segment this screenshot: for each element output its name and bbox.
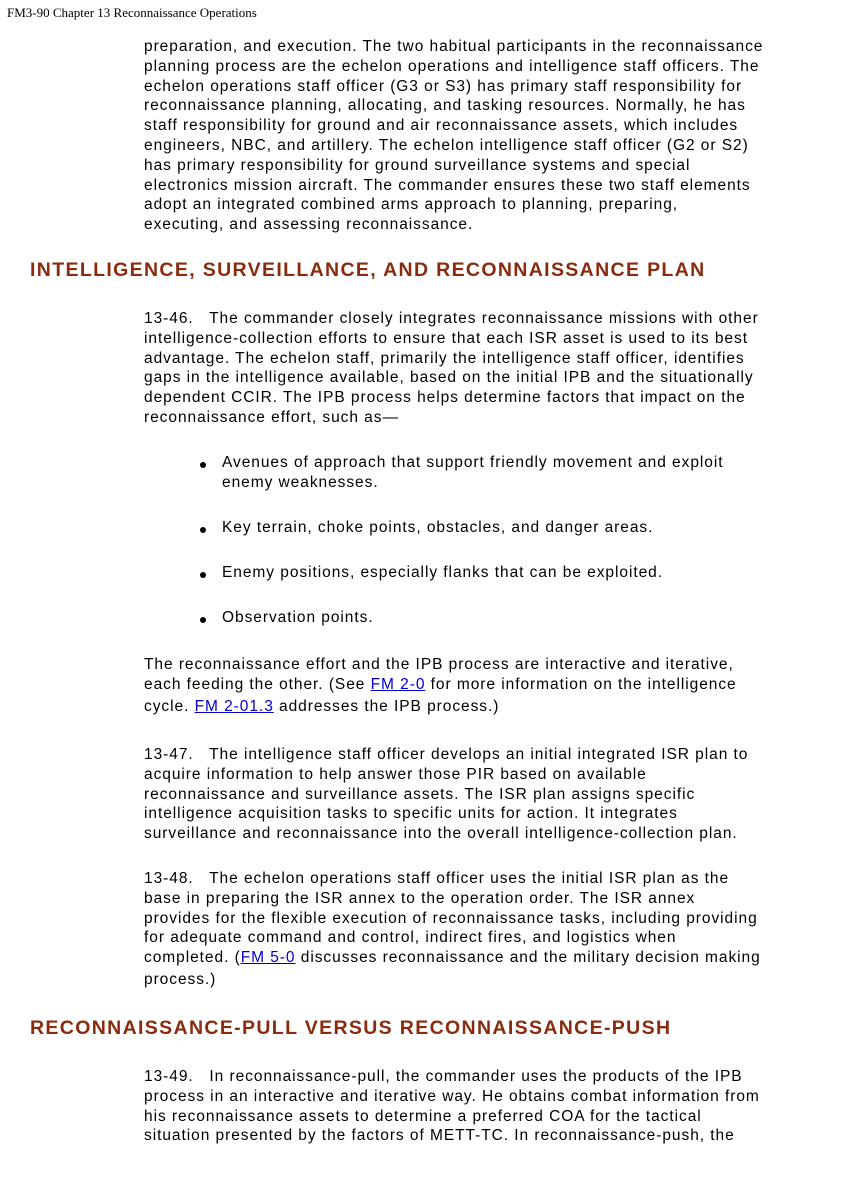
text-line: Avenues of approach that support friendly movement and exploit	[222, 454, 724, 471]
text-line: enemy weaknesses.	[222, 473, 379, 491]
text-segment: for more information on the intelligence	[425, 675, 737, 693]
paragraph-ipb-iterative	[144, 655, 824, 716]
text-line: reconnaissance effort, such as—	[144, 408, 399, 426]
list-item	[196, 608, 796, 628]
list-item	[196, 518, 796, 538]
text-line: intelligence acquisition tasks to specific units for action. It integrates	[144, 805, 678, 823]
text-line: his reconnaissance assets to determine a preferred COA for the tactical	[144, 1107, 702, 1125]
text-line: advantage. The echelon staff, primarily the intelligence staff officer, identifies	[144, 349, 745, 367]
text-line: situation presented by the factors of METT-TC. In reconnaissance-push, the	[144, 1127, 735, 1145]
text-line	[144, 675, 824, 695]
paragraph-13-49	[144, 1067, 824, 1146]
text-line	[144, 948, 824, 968]
text-line: base in preparing the ISR annex to the operation order. The ISR annex	[144, 889, 696, 907]
text-segment: cycle.	[144, 697, 195, 715]
fm-2-01-3-link[interactable]: FM 2-01.3	[194, 697, 274, 715]
factor-list	[196, 453, 796, 628]
fm-5-0-link[interactable]: FM 5-0	[240, 949, 296, 967]
text-line: engineers, NBC, and artillery. The echelon intelligence staff officer (G2 or S2)	[144, 136, 749, 154]
text-line: staff responsibility for ground and air reconnaissance assets, which includes	[144, 117, 739, 135]
text-segment: completed. (	[144, 949, 241, 967]
text-line	[144, 697, 824, 717]
text-line: electronics mission aircraft. The commander ensures these two staff elements	[144, 176, 751, 194]
text-line: gaps in the intelligence available, based on the initial IPB and the situationally	[144, 369, 754, 387]
text-line: reconnaissance and surveillance assets. The ISR plan assigns specific	[144, 785, 696, 803]
text-segment: discusses reconnaissance and the military decision making	[295, 949, 761, 967]
text-line: executing, and assessing reconnaissance.	[144, 216, 474, 234]
text-segment: each feeding the other. (See	[144, 675, 371, 693]
text-segment: addresses the IPB process.)	[273, 697, 500, 715]
text-line: 13-46. The commander closely integrates reconnaissance missions with other	[144, 310, 759, 327]
list-item	[196, 453, 796, 493]
paragraph-13-47	[144, 745, 824, 844]
text-line: 13-47. The intelligence staff officer develops an initial integrated ISR plan to	[144, 746, 749, 763]
text-line: for adequate command and control, indirect fires, and logistics when	[144, 929, 677, 947]
text-line: acquire information to help answer those PIR based on available	[144, 765, 647, 783]
text-line: provides for the flexible execution of reconnaissance tasks, including providing	[144, 909, 758, 927]
text-line: preparation, and execution. The two habitual participants in the reconnaissance	[144, 38, 764, 55]
paragraph-13-46	[144, 309, 824, 428]
text-line: Key terrain, choke points, obstacles, and danger areas.	[222, 518, 654, 536]
text-line: planning process are the echelon operations and intelligence staff officers. The	[144, 57, 760, 75]
text-line: adopt an integrated combined arms approach to planning, preparing,	[144, 196, 679, 214]
text-line: dependent CCIR. The IPB process helps determine factors that impact on the	[144, 389, 746, 407]
paragraph-13-48	[144, 869, 824, 990]
text-line: process in an interactive and iterative way. He obtains combat information from	[144, 1087, 760, 1105]
text-line: 13-48. The echelon operations staff officer uses the initial ISR plan as the	[144, 870, 730, 887]
text-line: The reconnaissance effort and the IPB process are interactive and iterative,	[144, 656, 734, 673]
section-heading-recon-pull-push: RECONNAISSANCE-PULL VERSUS RECONNAISSANCE-PUSH	[30, 1017, 672, 1039]
text-line: has primary responsibility for ground surveillance systems and special	[144, 156, 691, 174]
text-line: process.)	[144, 970, 217, 988]
text-line: Observation points.	[222, 609, 374, 627]
text-line: surveillance and reconnaissance into the overall intelligence-collection plan.	[144, 825, 738, 843]
text-line: reconnaissance planning, allocating, and tasking resources. Normally, he has	[144, 97, 746, 115]
list-item	[196, 563, 796, 583]
fm-2-0-link[interactable]: FM 2-0	[370, 675, 426, 693]
intro-paragraph	[144, 37, 824, 235]
page-header: FM3-90 Chapter 13 Reconnaissance Operations	[7, 5, 257, 20]
text-line: 13-49. In reconnaissance-pull, the commander uses the products of the IPB	[144, 1068, 743, 1085]
text-line: intelligence-collection efforts to ensure that each ISR asset is used to its best	[144, 329, 748, 347]
section-heading-isr-plan: INTELLIGENCE, SURVEILLANCE, AND RECONNAISSANCE PLAN	[30, 259, 706, 281]
text-line: Enemy positions, especially flanks that can be exploited.	[222, 564, 664, 582]
text-line: echelon operations staff officer (G3 or S3) has primary staff responsibility for	[144, 77, 743, 95]
